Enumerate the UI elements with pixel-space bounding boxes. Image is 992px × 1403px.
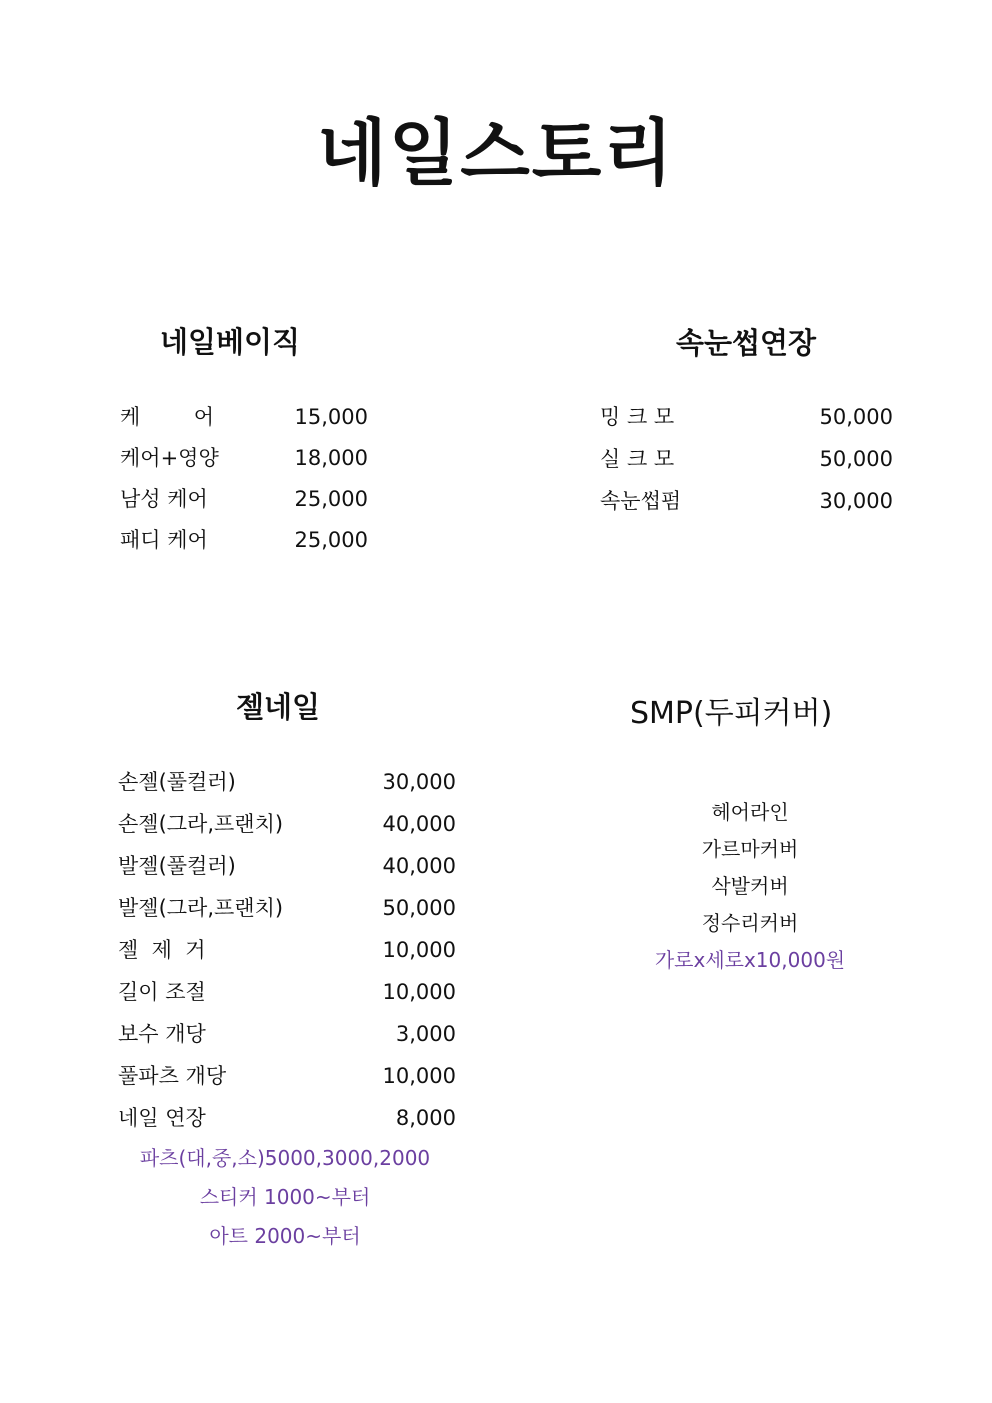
list-item xyxy=(600,447,893,489)
item-price: 8,000 xyxy=(395,1106,456,1130)
item-price: 15,000 xyxy=(294,405,368,429)
item-name: 풀파츠 개당 xyxy=(118,1064,227,1088)
gel-note-sticker: 스티커 1000~부터 xyxy=(199,1185,371,1209)
list-item: 헤어라인 xyxy=(711,800,789,824)
item-price: 40,000 xyxy=(382,854,456,878)
item-name: 길이 조절 xyxy=(118,980,206,1004)
item-name: 네일 연장 xyxy=(118,1106,206,1130)
item-price: 50,000 xyxy=(819,447,893,471)
page-title: 네일스토리 xyxy=(317,111,675,195)
section-heading-gel: 젤네일 xyxy=(236,690,321,724)
item-name: 케어+영양 xyxy=(120,446,219,470)
list-item: 정수리커버 xyxy=(701,911,799,935)
list-item: 삭발커버 xyxy=(711,874,789,898)
smp-list xyxy=(600,800,900,985)
item-price: 50,000 xyxy=(819,405,893,429)
list-item xyxy=(118,854,456,896)
item-price: 30,000 xyxy=(382,770,456,794)
list-item xyxy=(120,405,370,446)
item-price: 25,000 xyxy=(294,528,368,552)
item-price: 3,000 xyxy=(395,1022,456,1046)
item-name: 패디 케어 xyxy=(120,528,208,552)
item-name: 속눈썹펌 xyxy=(600,489,682,513)
item-name: 실 크 모 xyxy=(600,447,675,471)
section-heading-lash: 속눈썹연장 xyxy=(676,326,817,360)
list-item xyxy=(118,1064,456,1106)
item-price: 50,000 xyxy=(382,896,456,920)
item-price: 10,000 xyxy=(382,980,456,1004)
list-item xyxy=(118,770,456,812)
item-price: 10,000 xyxy=(382,938,456,962)
section-heading-smp: SMP(두피커버) xyxy=(630,696,833,731)
gel-note-art: 아트 2000~부터 xyxy=(209,1224,361,1248)
item-name: 케 어 xyxy=(120,405,214,429)
list-item xyxy=(120,446,370,487)
list-item: 가르마커버 xyxy=(701,837,799,861)
item-name: 남성 케어 xyxy=(120,487,208,511)
list-item xyxy=(600,405,893,447)
list-item xyxy=(120,487,370,528)
item-name: 손젤(그라,프랜치) xyxy=(118,812,284,836)
nail-basic-list xyxy=(120,405,370,569)
section-heading-nail-basic: 네일베이직 xyxy=(160,325,301,359)
list-item xyxy=(118,980,456,1022)
item-name: 발젤(풀컬러) xyxy=(118,854,236,878)
list-item xyxy=(118,1106,456,1148)
list-item xyxy=(120,528,370,569)
list-item xyxy=(118,812,456,854)
item-price: 18,000 xyxy=(294,446,368,470)
gel-note-parts: 파츠(대,중,소)5000,3000,2000 xyxy=(139,1146,431,1170)
item-price: 25,000 xyxy=(294,487,368,511)
item-price: 40,000 xyxy=(382,812,456,836)
item-name: 손젤(풀컬러) xyxy=(118,770,236,794)
item-name: 보수 개당 xyxy=(118,1022,206,1046)
item-price: 10,000 xyxy=(382,1064,456,1088)
lash-list xyxy=(600,405,893,531)
list-item xyxy=(118,938,456,980)
gel-list xyxy=(118,770,456,1148)
item-price: 30,000 xyxy=(819,489,893,513)
list-item xyxy=(118,1022,456,1064)
list-item xyxy=(118,896,456,938)
item-name: 젤 제 거 xyxy=(118,938,206,962)
item-name: 발젤(그라,프랜치) xyxy=(118,896,284,920)
list-item xyxy=(600,489,893,531)
smp-price-note: 가로x세로x10,000원 xyxy=(654,948,846,972)
item-name: 밍 크 모 xyxy=(600,405,675,429)
